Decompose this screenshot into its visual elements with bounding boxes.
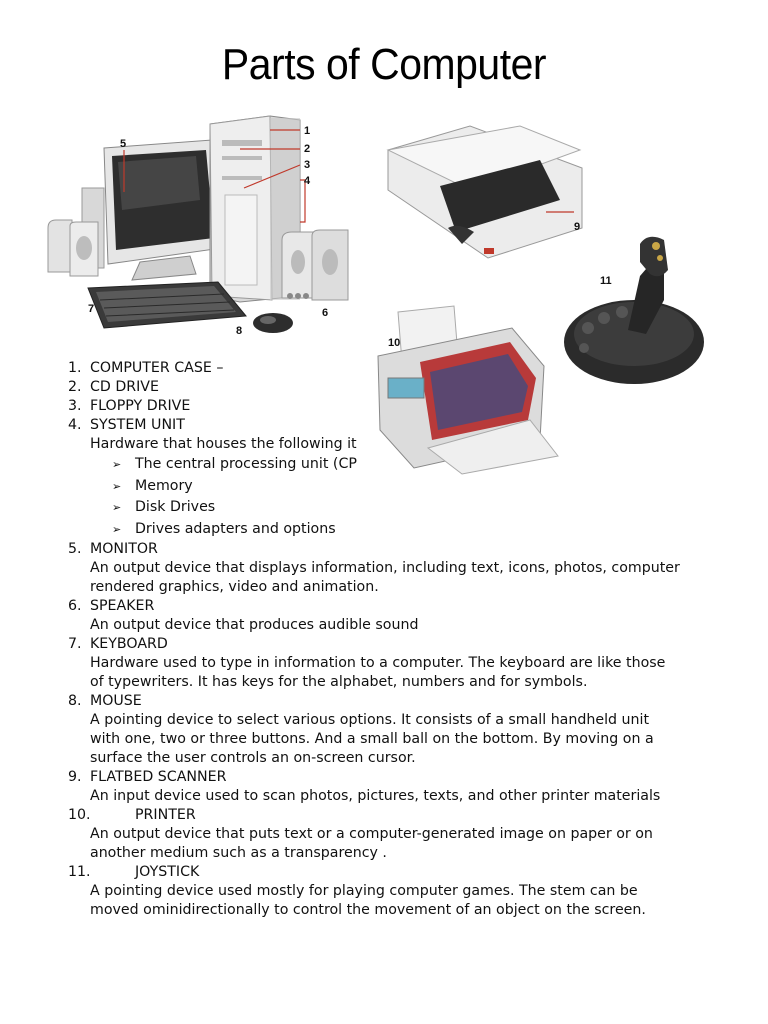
item-number: 3. (68, 398, 82, 414)
callout-2: 2 (304, 143, 311, 155)
item-description: An output device that produces audible sound (90, 617, 419, 633)
computer-illustration (48, 116, 348, 337)
callout-5: 5 (120, 138, 127, 150)
list-item (68, 692, 738, 768)
item-description: Hardware used to type in information to a computer. The keyboard are like those (90, 655, 666, 671)
list-item (68, 397, 738, 416)
item-number: 8. (68, 693, 82, 709)
list-item (68, 378, 738, 397)
item-description: A pointing device used mostly for playing computer games. The stem can be (90, 883, 638, 899)
item-description: An input device used to scan photos, pictures, texts, and other printer materials (90, 788, 661, 804)
right-speakers-illustration (282, 230, 348, 300)
item-heading: SPEAKER (90, 598, 155, 614)
item-number: 1. (68, 360, 82, 376)
callout-7: 7 (88, 303, 95, 315)
item-heading: SYSTEM UNIT (90, 417, 185, 433)
list-item (68, 635, 738, 692)
item-description: A pointing device to select various options. It consists of a small handheld unit (90, 712, 650, 728)
monitor-illustration (104, 140, 222, 280)
item-number: 9. (68, 769, 82, 785)
arrow-bullet-icon: ➢ (112, 501, 122, 514)
list-item (68, 416, 738, 540)
page-title: Parts of Computer (221, 40, 547, 89)
item-heading: JOYSTICK (135, 864, 200, 880)
item-heading: MONITOR (90, 541, 158, 557)
list-item (68, 359, 738, 378)
item-heading: FLOPPY DRIVE (90, 398, 191, 414)
item-number: 2. (68, 379, 82, 395)
item-description: surface the user controls an on-screen cursor. (90, 750, 416, 766)
keyboard-illustration (88, 282, 246, 328)
item-number: 6. (68, 598, 82, 614)
item-number: 7. (68, 636, 82, 652)
callout-10: 10 (388, 337, 401, 349)
arrow-bullet-icon: ➢ (112, 522, 122, 536)
list-item (68, 863, 738, 920)
item-description: another medium such as a transparency . (90, 845, 387, 861)
item-number: 11. (68, 864, 91, 880)
item-description: rendered graphics, video and animation. (90, 579, 379, 595)
bullet-item: ➢ Disk Drives (112, 497, 738, 519)
item-description: Hardware that houses the following it (90, 436, 357, 452)
item-heading: COMPUTER CASE – (90, 360, 224, 376)
callout-9: 9 (574, 221, 581, 233)
item-heading: CD DRIVE (90, 379, 159, 395)
list-item (68, 768, 738, 806)
item-heading: PRINTER (135, 807, 196, 823)
parts-list (68, 359, 738, 920)
callout-1: 1 (304, 125, 311, 137)
callout-11: 11 (600, 275, 612, 287)
callout-8: 8 (236, 325, 243, 337)
callout-6: 6 (322, 307, 329, 319)
item-description: An output device that displays information, including text, icons, photos, computer (90, 560, 680, 576)
bullet-item: ➢ Drives adapters and options (112, 519, 738, 541)
item-description: moved ominidirectionally to control the movement of an object on the screen. (90, 902, 646, 918)
item-description: An output device that puts text or a computer-generated image on paper or on (90, 826, 653, 842)
item-heading: MOUSE (90, 693, 142, 709)
bullet-item: ➢ The central processing unit (CP (112, 454, 738, 476)
item-description: of typewriters. It has keys for the alphabet, numbers and for symbols. (90, 674, 588, 690)
item-number: 10. (68, 807, 91, 823)
mouse-illustration (253, 313, 293, 333)
arrow-bullet-icon: ➢ (112, 458, 122, 471)
item-heading: FLATBED SCANNER (90, 769, 227, 785)
item-number: 4. (68, 417, 82, 433)
list-item (68, 597, 738, 635)
scanner-illustration (388, 126, 582, 258)
item-heading: KEYBOARD (90, 636, 168, 652)
callout-4: 4 (304, 175, 311, 187)
item-number: 5. (68, 541, 82, 557)
left-speakers-illustration (48, 188, 104, 276)
item-description: with one, two or three buttons. And a small ball on the bottom. By moving on a (90, 731, 654, 747)
list-item (68, 806, 738, 863)
arrow-bullet-icon: ➢ (112, 479, 122, 493)
bullet-item: ➢ Memory (112, 476, 738, 498)
callout-3: 3 (304, 159, 311, 171)
list-item (68, 540, 738, 597)
